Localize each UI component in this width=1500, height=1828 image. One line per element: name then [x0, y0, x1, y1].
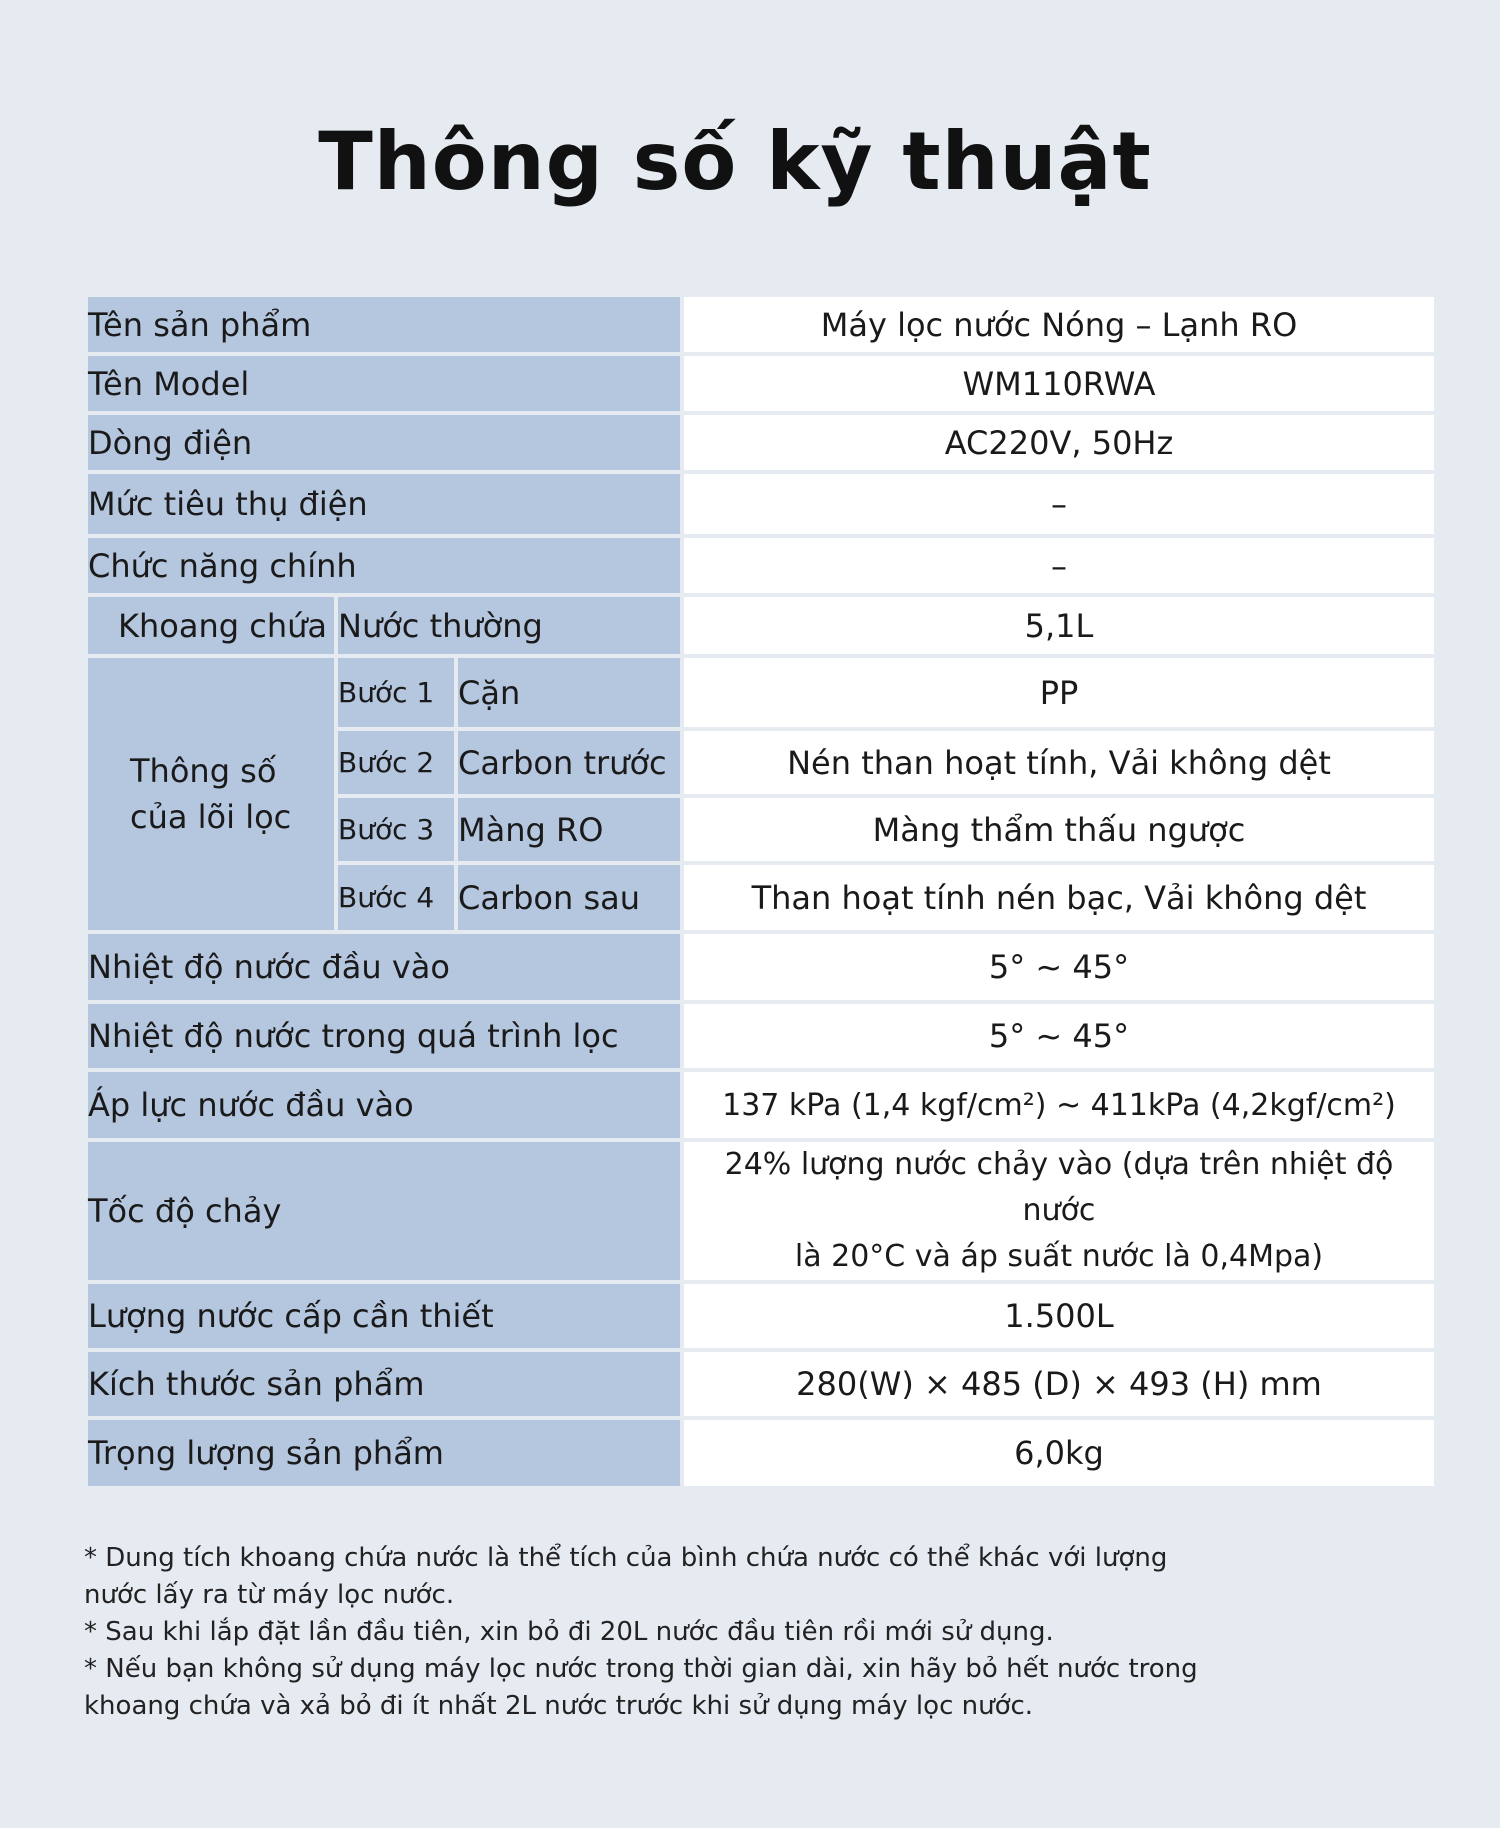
row-label: Tốc độ chảy [86, 1140, 682, 1282]
row-label: Trọng lượng sản phẩm [86, 1418, 682, 1488]
footnote-line: khoang chứa và xả bỏ đi ít nhất 2L nước trước khi sử dụng máy lọc nước. [84, 1691, 1034, 1721]
spec-table [84, 293, 1438, 1490]
row-value: – [682, 472, 1436, 536]
filter-step-value: PP [682, 656, 1436, 729]
row-value: 6,0kg [682, 1418, 1436, 1488]
row-value: 280(W) × 485 (D) × 493 (H) mm [682, 1350, 1436, 1418]
row-label: Áp lực nước đầu vào [86, 1070, 682, 1140]
row-label: Nhiệt độ nước trong quá trình lọc [86, 1002, 682, 1070]
table-row [86, 536, 1436, 595]
row-value: AC220V, 50Hz [682, 413, 1436, 472]
footnotes [84, 1540, 1234, 1725]
table-row [86, 656, 1436, 729]
row-label: Dòng điện [86, 413, 682, 472]
filter-step-name: Màng RO [456, 796, 682, 863]
row-label: Mức tiêu thụ điện [86, 472, 682, 536]
filter-step-value: Than hoạt tính nén bạc, Vải không dệt [682, 863, 1436, 932]
filter-step: Bước 1 [336, 656, 456, 729]
row-value: – [682, 536, 1436, 595]
filter-step: Bước 4 [336, 863, 456, 932]
filter-step-name: Carbon sau [456, 863, 682, 932]
row-value: 1.500L [682, 1282, 1436, 1350]
filter-step: Bước 3 [336, 796, 456, 863]
row-label: Chức năng chính [86, 536, 682, 595]
table-row [86, 1282, 1436, 1350]
row-label: Lượng nước cấp cần thiết [86, 1282, 682, 1350]
row-label: Tên Model [86, 354, 682, 413]
filter-label-line2: của lõi lọc [130, 798, 292, 836]
table-row [86, 595, 1436, 656]
table-row [86, 1350, 1436, 1418]
table-row [86, 354, 1436, 413]
footnote-line: nước lấy ra từ máy lọc nước. [84, 1580, 455, 1610]
row-value: Máy lọc nước Nóng – Lạnh RO [682, 295, 1436, 354]
filter-step-value: Màng thẩm thấu ngược [682, 796, 1436, 863]
footnote-line: * Dung tích khoang chứa nước là thể tích của bình chứa nước có thể khác với lượng [84, 1543, 1168, 1573]
table-row [86, 932, 1436, 1002]
filter-step-value: Nén than hoạt tính, Vải không dệt [682, 729, 1436, 796]
row-label: Tên sản phẩm [86, 295, 682, 354]
tank-label: Khoang chứa [86, 595, 336, 656]
page-title: Thông số kỹ thuật [318, 115, 1152, 208]
filter-step-name: Cặn [456, 656, 682, 729]
table-row [86, 295, 1436, 354]
row-label: Nhiệt độ nước đầu vào [86, 932, 682, 1002]
flow-rate-line1: 24% lượng nước chảy vào (dựa trên nhiệt độ nước [724, 1147, 1394, 1228]
row-value: WM110RWA [682, 354, 1436, 413]
row-value: 137 kPa (1,4 kgf/cm²) ~ 411kPa (4,2kgf/cm²) [682, 1070, 1436, 1140]
row-value [682, 1140, 1436, 1282]
table-row [86, 1418, 1436, 1488]
table-row [86, 413, 1436, 472]
filter-step-name: Carbon trước [456, 729, 682, 796]
filter-label-line1: Thông số [130, 752, 277, 790]
row-value: 5° ~ 45° [682, 1002, 1436, 1070]
table-row [86, 1070, 1436, 1140]
table-row [86, 1140, 1436, 1282]
footnote-line: * Sau khi lắp đặt lần đầu tiên, xin bỏ đi 20L nước đầu tiên rồi mới sử dụng. [84, 1617, 1054, 1647]
flow-rate-line2: là 20°C và áp suất nước là 0,4Mpa) [794, 1239, 1324, 1274]
filter-label [86, 656, 336, 932]
row-value: 5° ~ 45° [682, 932, 1436, 1002]
row-label: Kích thước sản phẩm [86, 1350, 682, 1418]
row-value: 5,1L [682, 595, 1436, 656]
table-row [86, 1002, 1436, 1070]
tank-sub-label: Nước thường [336, 595, 682, 656]
filter-step: Bước 2 [336, 729, 456, 796]
table-row [86, 472, 1436, 536]
footnote-line: * Nếu bạn không sử dụng máy lọc nước trong thời gian dài, xin hãy bỏ hết nước trong [84, 1654, 1198, 1684]
